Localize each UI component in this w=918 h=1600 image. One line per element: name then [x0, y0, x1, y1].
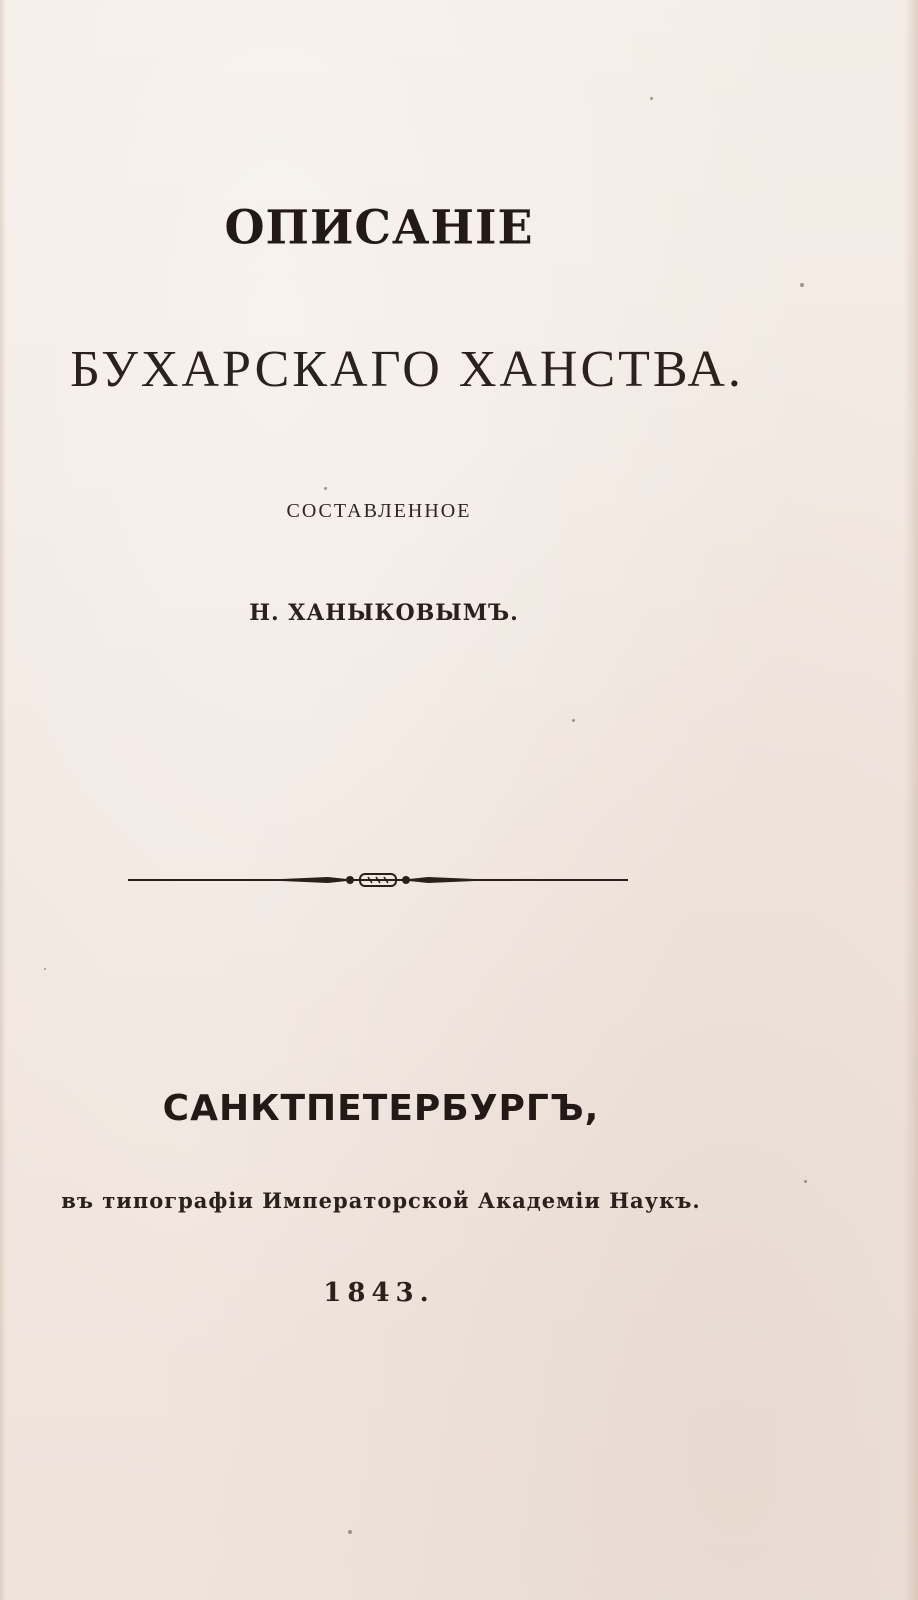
printer-imprint: въ типографіи Императорской Академіи Наукъ. [61, 1188, 701, 1213]
publication-year: 1843. [323, 1278, 435, 1308]
city-of-publication: САНКТПЕТЕРБУРГЪ, [162, 1088, 600, 1129]
paper-speck [44, 968, 46, 970]
title-line-2: БУХАРСКАГО ХАНСТВА. [70, 341, 744, 398]
page-right-edge-shadow [904, 0, 918, 1600]
author-name: Н. ХАНЫКОВЫМЪ. [249, 600, 519, 626]
paper-speck [348, 1530, 352, 1534]
paper-speck [800, 283, 804, 287]
title-line-1: ОПИСАНІЕ [224, 199, 534, 255]
paper-speck [804, 1180, 807, 1183]
composed-by-label: СОСТАВЛЕННОЕ [286, 500, 472, 522]
paper-speck [650, 97, 653, 100]
paper-speck [324, 487, 327, 490]
paper-speck [572, 719, 575, 722]
ornamental-rule [128, 868, 628, 892]
